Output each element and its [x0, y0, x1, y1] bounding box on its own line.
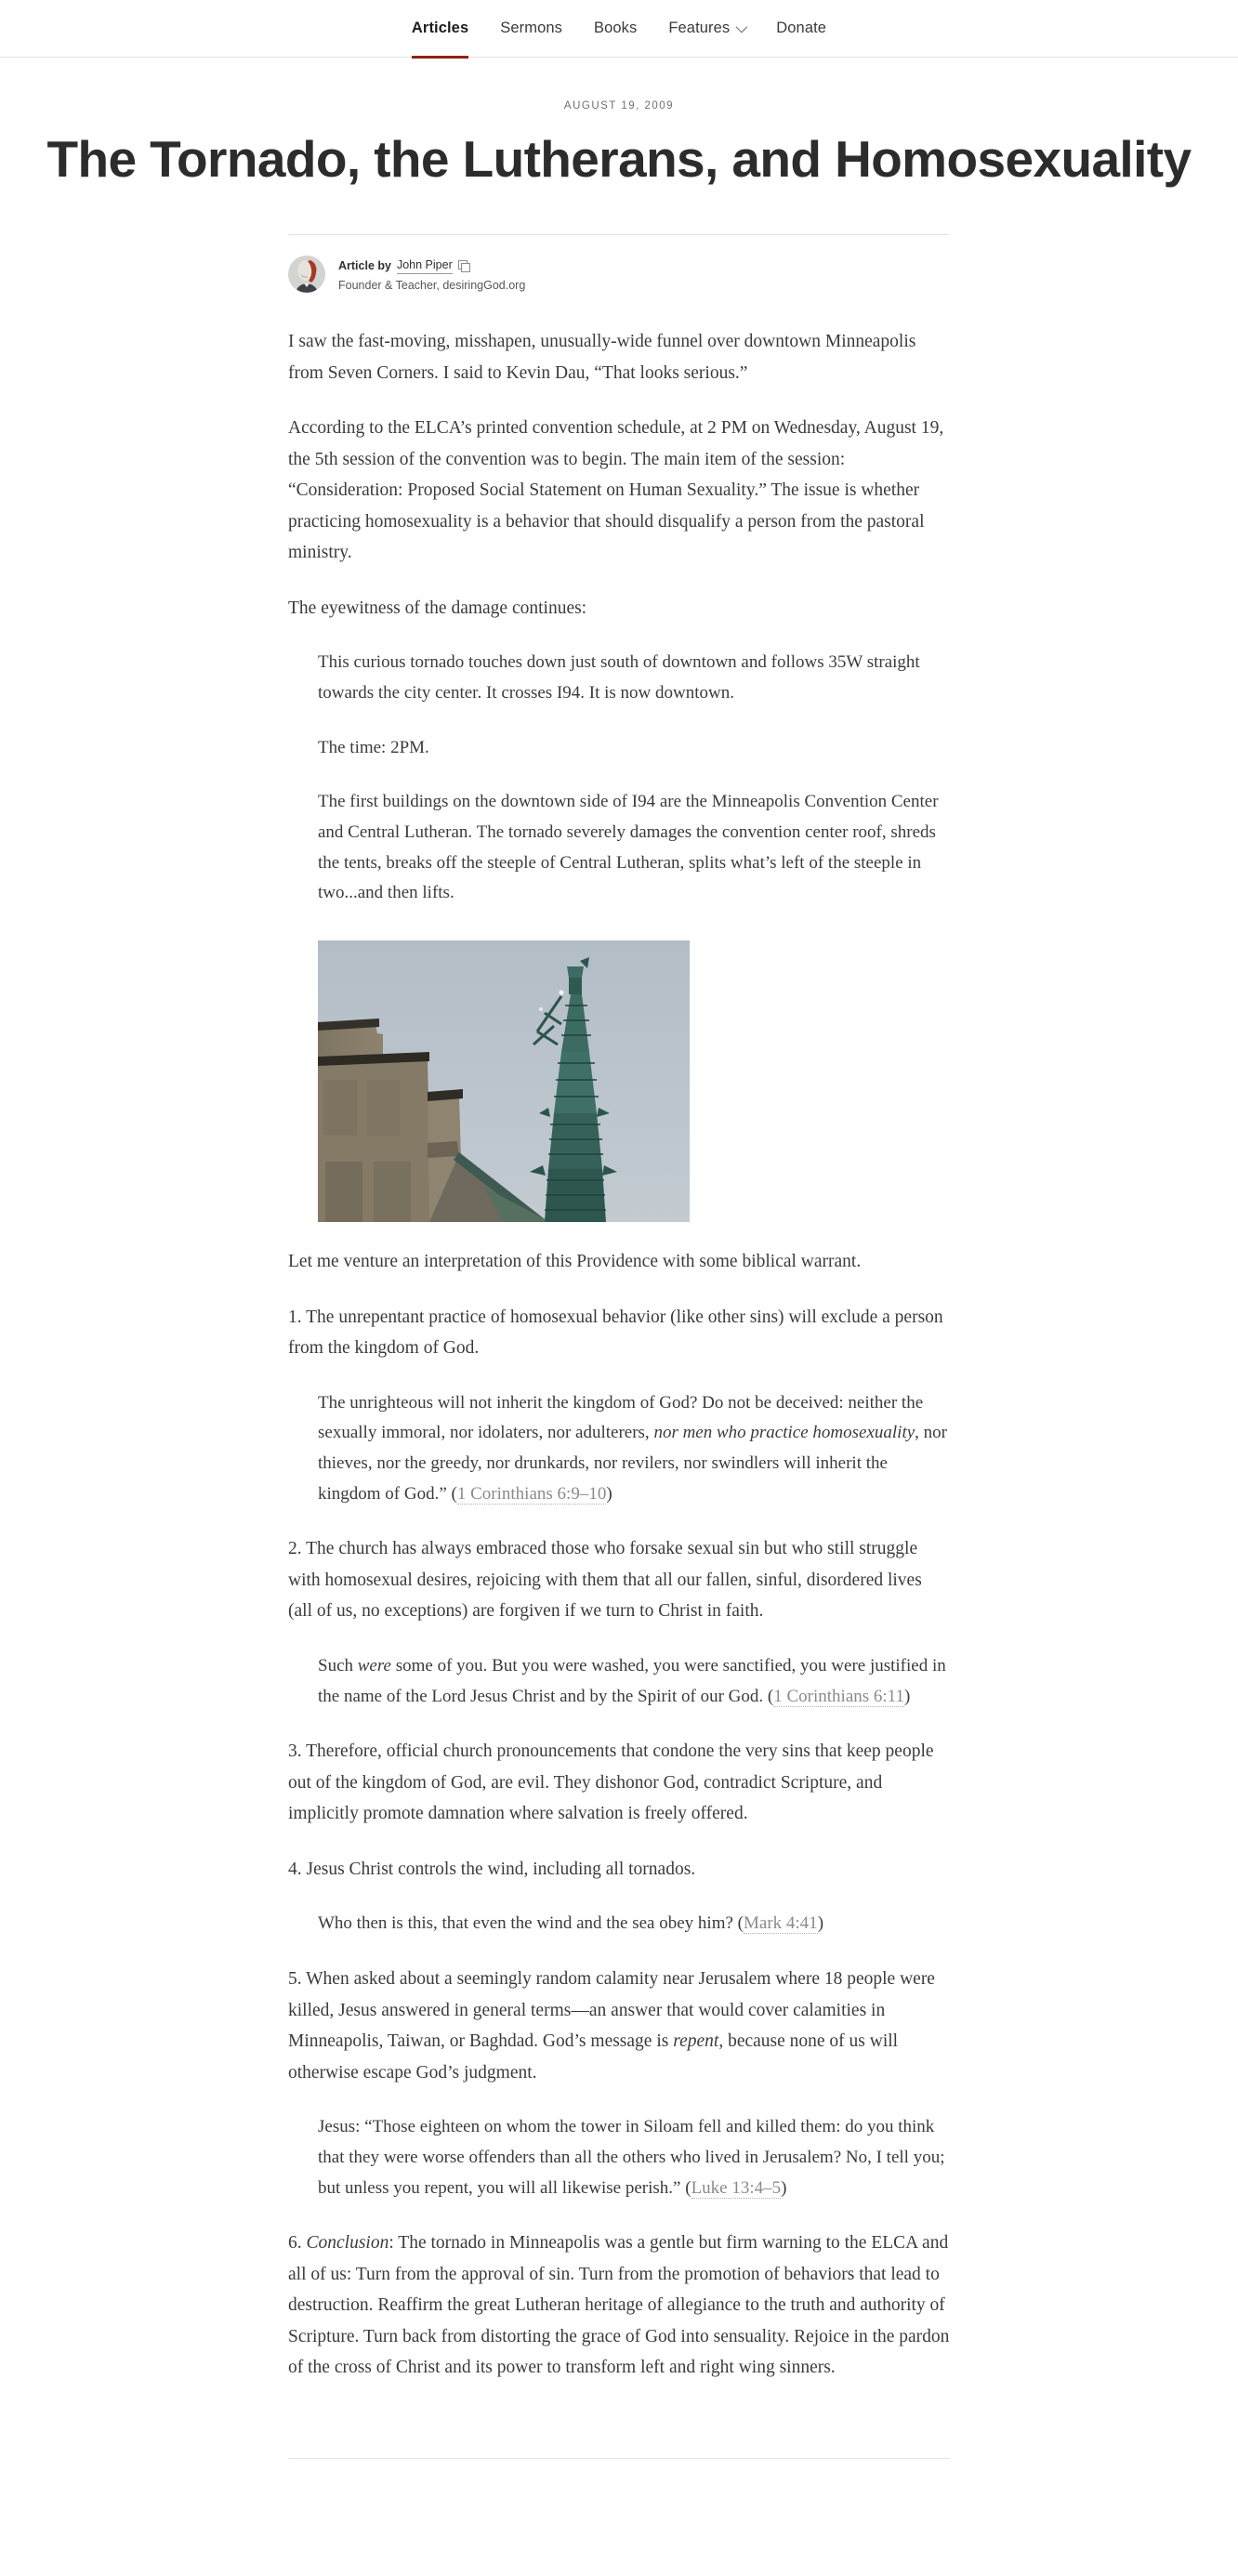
- scripture-ref-link[interactable]: Luke 13:4–5: [691, 2177, 782, 2198]
- nav-item-donate[interactable]: [776, 0, 826, 58]
- point-text: , because none of us will otherwise escape God’s judgment.: [288, 2031, 899, 2083]
- point-emphasis: repent: [673, 2031, 719, 2052]
- scripture-ref-link[interactable]: Mark 4:41: [744, 1913, 818, 1934]
- quote-emphasis: nor men who practice homosexuality: [653, 1423, 915, 1443]
- nav-item-label: Articles: [411, 20, 469, 36]
- byline-text: [338, 256, 525, 295]
- blockquote-1cor-6-9: [288, 1388, 950, 1510]
- blockquote-luke-13-4: [288, 2112, 950, 2203]
- church-steeple-photo: [318, 940, 690, 1222]
- nav-item-label: Sermons: [500, 20, 562, 36]
- blockquote-eyewitness: [288, 648, 950, 909]
- paragraph-eyewitness-lead: The eyewitness of the damage continues:: [288, 598, 587, 618]
- page-title: The Tornado, the Lutherans, and Homosexuality: [46, 130, 1192, 188]
- quote-line: [318, 1651, 950, 1712]
- byline-author-row: [338, 256, 525, 274]
- quote-text: Jesus: “Those eighteen on whom the tower in Siloam fell and killed them: do you think that they were worse offenders than all the others who lived in Jerusalem? No, I tell you; but unless you repent, you will all likewise perish.” (: [318, 2117, 945, 2198]
- nav-item-label: Donate: [776, 20, 827, 36]
- nav-item-label: Books: [593, 20, 638, 36]
- scripture-ref-link[interactable]: 1 Corinthians 6:11: [773, 1686, 904, 1706]
- quote-text: Such: [318, 1656, 358, 1676]
- point-6-conclusion: [288, 2228, 950, 2384]
- byline-prefix: Article by: [338, 258, 391, 272]
- copy-icon[interactable]: [458, 260, 469, 271]
- point-text: 6.: [288, 2233, 307, 2254]
- point-2: 2. The church has always embraced those who forsake sexual sin but who still struggle with homosexual desires, rejoicing with them that all our fallen, sinful, disordered lives (all of us, no exceptions) are forgiven if we turn to Christ in faith.: [288, 1539, 922, 1622]
- figure-steeple: [318, 940, 690, 1222]
- quote-emphasis: were: [357, 1656, 391, 1676]
- byline-role: Founder & Teacher, desiringGod.org: [338, 279, 526, 293]
- point-4: 4. Jesus Christ controls the wind, including all tornados.: [288, 1859, 696, 1879]
- quote-text: Who then is this, that even the wind and the sea obey him? (: [318, 1913, 744, 1934]
- point-1: 1. The unrepentant practice of homosexual behavior (like other sins) will exclude a person from the kingdom of God.: [288, 1307, 943, 1359]
- paragraph-intro: I saw the fast-moving, misshapen, unusually-wide funnel over downtown Minneapolis from Seven Corners. I said to Kevin Dau, “That looks serious.”: [288, 332, 916, 383]
- nav-item-label: Features: [668, 20, 731, 36]
- paragraph-interpretation: Let me venture an interpretation of this Providence with some biblical warrant.: [288, 1252, 862, 1272]
- point-5: [288, 1964, 950, 2088]
- quote-text: ): [903, 1686, 911, 1706]
- quote-line: [318, 2112, 950, 2203]
- point-emphasis: Conclusion: [306, 2233, 389, 2254]
- blockquote-mark-4-41: [288, 1909, 950, 1939]
- quote-text: , nor thieves, nor the greedy, nor drunkards, nor revilers, nor swindlers will inherit the kingdom of God.” (: [318, 1423, 947, 1504]
- point-3: 3. Therefore, official church pronouncements that condone the very sins that keep people out of the kingdom of God, are evil. They dishonor God, contradict Scripture, and implicitly promote damnation where salvation is freely offered.: [288, 1741, 934, 1824]
- point-text: 5. When asked about a seemingly random calamity near Jerusalem where 18 people were killed, Jesus answered in general terms—an answer that would cover calamities in Minneapolis, Taiwan, or Baghdad. God’s message is: [288, 1969, 935, 2052]
- nav-list: [412, 0, 826, 58]
- blockquote-1cor-6-11: [288, 1651, 950, 1712]
- quote-line: [318, 1909, 950, 1939]
- quote-line: [318, 1388, 950, 1510]
- quote-text: ): [781, 2177, 787, 2198]
- quote-line: This curious tornado touches down just south of downtown and follows 35W straight towards the city center. It crosses I94. It is now downtown.: [318, 652, 920, 703]
- quote-text: The unrighteous will not inherit the kingdom of God? Do not be deceived: neither the sexually immoral, nor idolaters, nor adulterers,: [318, 1392, 924, 1443]
- nav-item-articles[interactable]: [412, 0, 468, 58]
- quote-text: ): [606, 1483, 612, 1504]
- quote-line: The first buildings on the downtown side of I94 are the Minneapolis Convention Center and Central Lutheran. The tornado severely damages the convention center roof, shreds the tents, breaks off the steeple of Central Lutheran, splits what’s left of the steeple in two...and then lifts.: [318, 792, 939, 903]
- site-navbar: [0, 0, 1238, 58]
- paragraph-schedule: According to the ELCA’s printed convention schedule, at 2 PM on Wednesday, August 19, the 5th session of the convention was to begin. The main item of the session: “Consideration: Proposed Social Statement on Human Sexuality.” The issue is whether practicing homosexuality is a behavior that should disqualify a person from the pastoral ministry.: [288, 418, 944, 563]
- nav-item-sermons[interactable]: [500, 0, 562, 58]
- author-link[interactable]: John Piper: [397, 256, 453, 274]
- quote-line: The time: 2PM.: [318, 737, 429, 757]
- article-body: [288, 295, 950, 2445]
- point-text: : The tornado in Minneapolis was a gentle but firm warning to the ELCA and all of us: Turn from the approval of sin. Turn from the promotion of behaviors that lead to destruction. Reaffirm the great Lutheran heritage of allegiance to the truth and authority of Scripture. Turn back from distorting the grace of God into sensuality. Rejoice in the pardon of the cross of Christ and its power to transform left and right wing sinners.: [288, 2233, 950, 2378]
- scripture-ref-link[interactable]: 1 Corinthians 6:9–10: [456, 1483, 607, 1504]
- article-header: [0, 58, 1238, 186]
- chevron-down-icon: [736, 21, 748, 33]
- nav-item-books[interactable]: [594, 0, 637, 58]
- avatar: [288, 256, 325, 293]
- byline: [288, 234, 950, 295]
- article-date: AUGUST 19, 2009: [563, 100, 675, 112]
- quote-text: ): [817, 1913, 824, 1934]
- nav-item-features[interactable]: [668, 0, 744, 58]
- content-divider: [288, 2458, 950, 2459]
- quote-text: some of you. But you were washed, you were sanctified, you were justified in the name of the Lord Jesus Christ and by the Spirit of our God. (: [318, 1656, 946, 1706]
